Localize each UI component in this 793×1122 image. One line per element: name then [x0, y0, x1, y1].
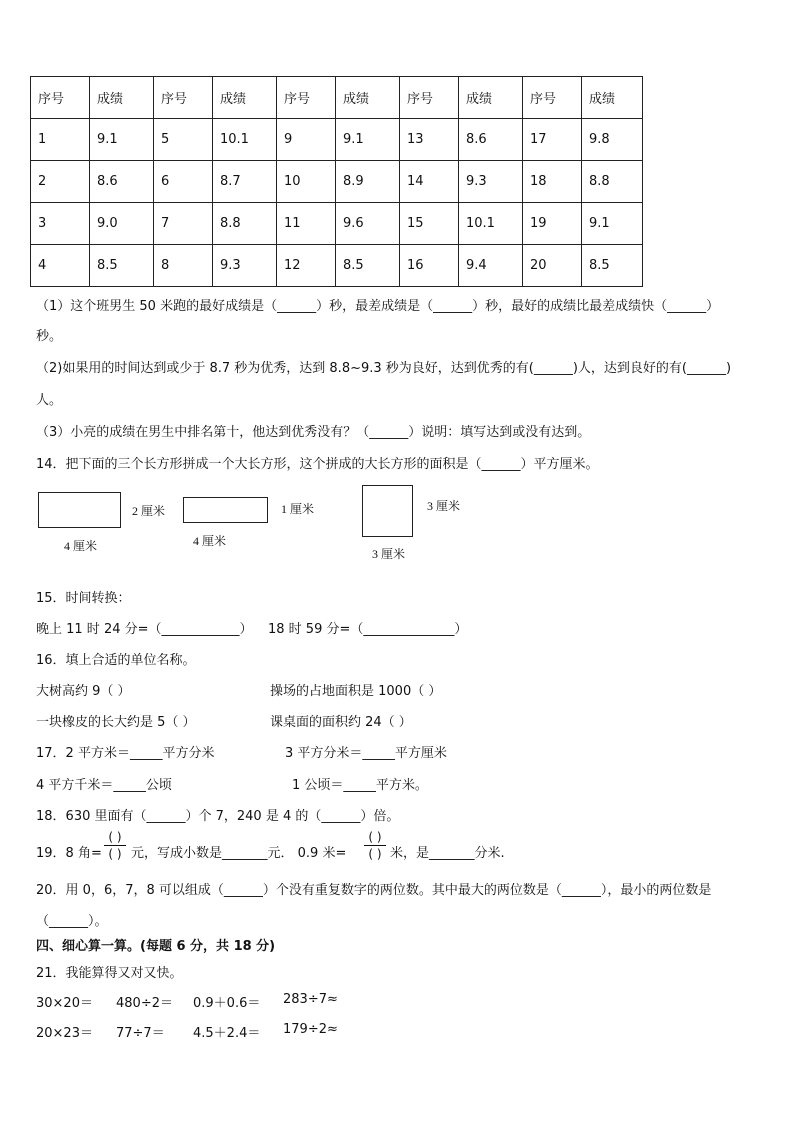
q16-title: 16．填上合适的单位名称。 — [36, 653, 196, 668]
table-cell: 16 — [400, 245, 459, 287]
q15-title: 15．时间转换： — [36, 591, 131, 606]
rectangle-1-side-label: 2 厘米 — [132, 504, 166, 518]
table-cell: 5 — [154, 119, 213, 161]
q19-part2: 元，写成小数是_______元． 0.9 米= — [131, 846, 347, 861]
table-cell: 8.5 — [90, 245, 154, 287]
q13-part2-line2: 人。 — [36, 393, 63, 408]
q17-part-c: 4 平方千米＝_____公顷 — [36, 778, 172, 793]
q19-part3: 米，是_______分米. — [390, 846, 505, 861]
q21-row2-item2: 77÷7＝ — [116, 1026, 165, 1041]
rectangle-2-bottom-label: 4 厘米 — [193, 534, 227, 548]
table-cell: 10.1 — [213, 119, 277, 161]
q13-part3: （3）小亮的成绩在男生中排名第十，他达到优秀没有？（______）说明：填写达到或没有达到。 — [36, 425, 591, 440]
q21-row1-item2: 480÷2＝ — [116, 996, 173, 1011]
q21-row1-item3: 0.9＋0.6＝ — [193, 996, 261, 1011]
q19-fraction-2 — [364, 829, 386, 862]
table-header-cell: 序号 — [277, 77, 336, 119]
table-header-row — [31, 77, 643, 119]
q17-part-a: 17．2 平方米＝_____平方分米 — [36, 746, 215, 761]
q19-fraction-2-denominator: ( ) — [368, 847, 382, 861]
table-cell: 7 — [154, 203, 213, 245]
table-cell: 9.1 — [582, 203, 643, 245]
q15-part-a: 晚上 11 时 24 分=（____________） — [36, 622, 253, 637]
table-header-cell: 成绩 — [336, 77, 400, 119]
table-header-cell: 序号 — [523, 77, 582, 119]
q18-text: 18．630 里面有（______）个 7，240 是 4 的（______）倍。 — [36, 809, 400, 824]
table-row — [31, 245, 643, 287]
table-header-cell: 成绩 — [90, 77, 154, 119]
q21-row2-item1: 20×23＝ — [36, 1026, 93, 1041]
table-cell: 15 — [400, 203, 459, 245]
q13-part2-line1: （2)如果用的时间达到或少于 8.7 秒为优秀，达到 8.8~9.3 秒为良好，达到优秀的有(______)人，达到良好的有(______) — [36, 361, 732, 376]
table-cell: 11 — [277, 203, 336, 245]
table-cell: 9.0 — [90, 203, 154, 245]
table-cell: 9.1 — [90, 119, 154, 161]
rectangle-1 — [38, 492, 121, 528]
table-cell: 1 — [31, 119, 90, 161]
q13-part1-line1: （1）这个班男生 50 米跑的最好成绩是（______）秒，最差成绩是（______）秒，最好的成绩比最差成绩快（______） — [36, 299, 720, 314]
rectangle-3 — [362, 485, 413, 537]
table-cell: 10.1 — [459, 203, 523, 245]
q20-line2: （______）。 — [36, 914, 108, 929]
table-header-cell: 成绩 — [582, 77, 643, 119]
table-cell: 20 — [523, 245, 582, 287]
table-header-cell: 成绩 — [213, 77, 277, 119]
table-row — [31, 203, 643, 245]
table-cell: 3 — [31, 203, 90, 245]
table-cell: 14 — [400, 161, 459, 203]
table-cell: 9.8 — [582, 119, 643, 161]
q14-text: 14．把下面的三个长方形拼成一个大长方形，这个拼成的大长方形的面积是（______）平方厘米。 — [36, 457, 599, 472]
table-cell: 9 — [277, 119, 336, 161]
table-header-cell: 序号 — [154, 77, 213, 119]
table-cell: 9.4 — [459, 245, 523, 287]
q16-part-b: 操场的占地面积是 1000（ ） — [270, 684, 442, 699]
score-table-body — [31, 77, 643, 287]
q19-part1: 19．8 角= — [36, 846, 102, 861]
table-cell: 12 — [277, 245, 336, 287]
table-cell: 9.3 — [459, 161, 523, 203]
table-cell: 18 — [523, 161, 582, 203]
rectangle-2-side-label: 1 厘米 — [281, 502, 315, 516]
table-cell: 9.1 — [336, 119, 400, 161]
table-cell: 8.9 — [336, 161, 400, 203]
q21-row1-item4: 283÷7≈ — [283, 992, 338, 1007]
table-cell: 10 — [277, 161, 336, 203]
q19-fraction-1-numerator: ( ) — [108, 830, 122, 844]
table-cell: 9.6 — [336, 203, 400, 245]
rectangle-1-bottom-label: 4 厘米 — [64, 539, 98, 553]
table-cell: 8 — [154, 245, 213, 287]
q19-fraction-2-numerator: ( ) — [368, 830, 382, 844]
table-header-cell: 序号 — [31, 77, 90, 119]
q19-fraction-1 — [104, 829, 126, 862]
q15-part-b: 18 时 59 分=（______________） — [268, 622, 468, 637]
q16-part-d: 课桌面的面积约 24（ ） — [270, 715, 412, 730]
table-cell: 8.5 — [582, 245, 643, 287]
table-cell: 8.6 — [90, 161, 154, 203]
table-cell: 9.3 — [213, 245, 277, 287]
rectangle-2 — [183, 497, 268, 523]
q17-part-d: 1 公顷＝_____平方米。 — [292, 778, 428, 793]
rectangle-3-bottom-label: 3 厘米 — [372, 547, 406, 561]
q16-part-a: 大树高约 9（ ） — [36, 684, 131, 699]
table-cell: 8.8 — [213, 203, 277, 245]
table-cell: 6 — [154, 161, 213, 203]
table-cell: 19 — [523, 203, 582, 245]
table-cell: 4 — [31, 245, 90, 287]
table-header-cell: 序号 — [400, 77, 459, 119]
q21-row2-item4: 179÷2≈ — [283, 1022, 338, 1037]
q17-part-b: 3 平方分米＝_____平方厘米 — [285, 746, 447, 761]
table-cell: 17 — [523, 119, 582, 161]
q21-title: 21．我能算得又对又快。 — [36, 966, 183, 981]
table-header-cell: 成绩 — [459, 77, 523, 119]
section-4-title: 四、细心算一算。(每题 6 分，共 18 分) — [36, 939, 276, 954]
rectangle-3-side-label: 3 厘米 — [427, 499, 461, 513]
q21-row1-item1: 30×20＝ — [36, 996, 93, 1011]
table-cell: 8.7 — [213, 161, 277, 203]
q13-part1-line2: 秒。 — [36, 329, 63, 344]
table-cell: 13 — [400, 119, 459, 161]
q20-line1: 20．用 0，6，7，8 可以组成（______）个没有重复数字的两位数。其中最大的两位数是（______），最小的两位数是 — [36, 883, 712, 898]
table-cell: 8.8 — [582, 161, 643, 203]
table-row — [31, 161, 643, 203]
score-table — [30, 76, 643, 287]
q16-part-c: 一块橡皮的长大约是 5（ ） — [36, 715, 196, 730]
table-cell: 8.6 — [459, 119, 523, 161]
q19-fraction-1-denominator: ( ) — [108, 847, 122, 861]
table-cell: 2 — [31, 161, 90, 203]
q21-row2-item3: 4.5＋2.4＝ — [193, 1026, 261, 1041]
table-row — [31, 119, 643, 161]
table-cell: 8.5 — [336, 245, 400, 287]
